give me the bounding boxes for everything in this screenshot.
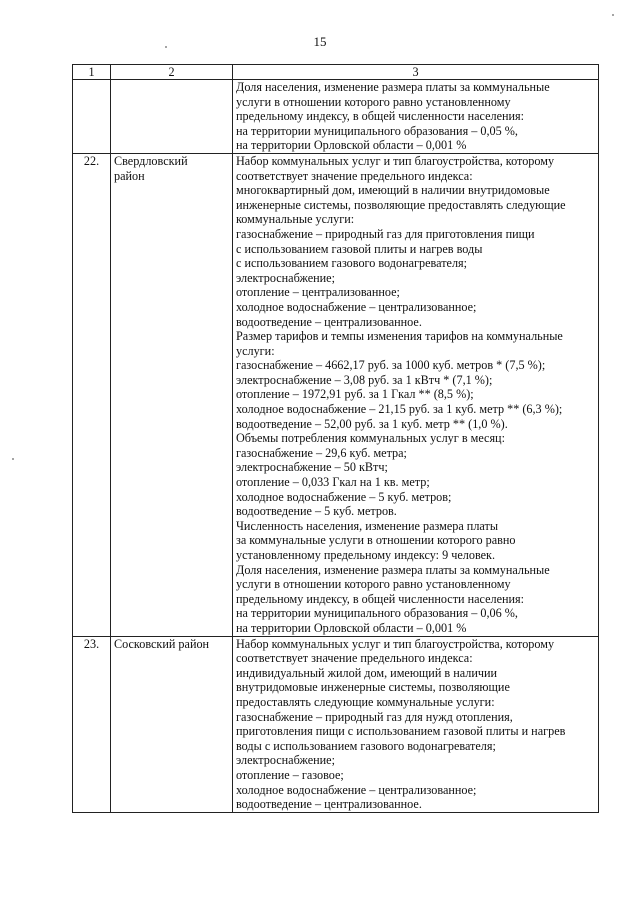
- description-line: соответствует значение предельного индекса:: [236, 168, 473, 183]
- page-number: 15: [313, 34, 327, 49]
- description-line: установленному предельному индексу: 9 человек.: [236, 548, 496, 562]
- description-line: отопление – 0,033 Гкал на 1 кв. метр;: [236, 475, 430, 490]
- description-line: отопление – 1972,91 руб. за 1 Гкал ** (8,5 %);: [236, 387, 474, 402]
- description-line: водоотведение – централизованное.: [236, 314, 422, 329]
- description-line: водоотведение – централизованное.: [236, 797, 422, 812]
- description-line: предоставлять следующие коммунальные услуги:: [236, 694, 495, 709]
- description-line: холодное водоснабжение – 5 куб. метров;: [236, 489, 452, 504]
- description-line: водоотведение – 5 куб. метров.: [236, 504, 397, 519]
- description-line: на территории Орловской области – 0,001 %: [236, 620, 467, 635]
- row-number: [73, 80, 111, 154]
- description-line: Набор коммунальных услуг и тип благоустройства, которому: [236, 636, 555, 651]
- description-line: Объемы потребления коммунальных услуг в месяц:: [236, 431, 505, 446]
- table-header-row: [73, 65, 599, 80]
- description-line: холодное водоснабжение – 21,15 руб. за 1 куб. метр ** (6,3 %);: [236, 402, 563, 417]
- description-line: на территории муниципального образования – 0,06 %,: [236, 606, 518, 621]
- header-cell-number: 1: [73, 65, 111, 80]
- description-line: на территории Орловской области – 0,001 %: [236, 138, 467, 153]
- description-line: газоснабжение – природный газ для нужд отопления,: [236, 709, 513, 724]
- description-line: электроснабжение – 3,08 руб. за 1 кВтч * (7,1 %);: [236, 372, 493, 387]
- description-line: отопление – газовое;: [236, 767, 344, 782]
- scan-speck: [612, 14, 614, 16]
- description-line: с использованием газового водонагревателя;: [236, 256, 468, 271]
- description-line: предельному индексу, в общей численности населения:: [236, 591, 525, 606]
- district-name-line: Сосковский район: [114, 636, 210, 651]
- description-line: многоквартирный дом, имеющий в наличии внутридомовые: [236, 183, 550, 198]
- table-row: [73, 80, 599, 154]
- district-name: [111, 636, 233, 812]
- description-line: приготовления пищи с использованием газовой плиты и нагрев: [236, 724, 566, 739]
- description-line: электроснабжение;: [236, 270, 335, 285]
- description-line: инженерные системы, позволяющие предоставлять следующие: [236, 197, 566, 212]
- description-line: газоснабжение – природный газ для приготовления пищи: [236, 226, 535, 241]
- district-name: [111, 153, 233, 636]
- header-cell-district: 2: [111, 65, 233, 80]
- description-line: холодное водоснабжение – централизованное;: [236, 299, 477, 314]
- description-line: услуги в отношении которого равно установленному: [236, 577, 511, 592]
- row-number: 22.: [73, 153, 111, 636]
- table-row: [73, 636, 599, 812]
- scan-speck: [165, 46, 167, 48]
- description-line: на территории муниципального образования – 0,05 %,: [236, 123, 518, 138]
- description-cell: [233, 153, 599, 636]
- header-cell-description: 3: [233, 65, 599, 80]
- tariff-table: [72, 64, 599, 813]
- district-name-line: район: [114, 168, 145, 183]
- description-line: за коммунальные услуги в отношении которого равно: [236, 533, 516, 548]
- description-line: газоснабжение – 4662,17 руб. за 1000 куб. метров * (7,5 %);: [236, 358, 546, 373]
- row-number: 23.: [73, 636, 111, 812]
- description-cell: [233, 80, 599, 154]
- description-line: электроснабжение;: [236, 753, 335, 768]
- description-line: с использованием газовой плиты и нагрев воды: [236, 241, 483, 256]
- description-line: Набор коммунальных услуг и тип благоустройства, которому: [236, 153, 555, 168]
- description-line: соответствует значение предельного индекса:: [236, 651, 473, 666]
- description-line: коммунальные услуги:: [236, 212, 355, 227]
- district-name-line: Свердловский: [114, 153, 188, 168]
- description-line: водоотведение – 52,00 руб. за 1 куб. метр ** (1,0 %).: [236, 416, 508, 431]
- description-line: газоснабжение – 29,6 куб. метра;: [236, 445, 407, 460]
- table-row: [73, 153, 599, 636]
- description-line: услуги в отношении которого равно установленному: [236, 94, 511, 109]
- description-line: воды с использованием газового водонагревателя;: [236, 738, 496, 753]
- description-line: отопление – централизованное;: [236, 285, 400, 300]
- description-line: Доля населения, изменение размера платы за коммунальные: [236, 562, 550, 577]
- scan-speck: [12, 458, 14, 460]
- description-cell: [233, 636, 599, 812]
- description-line: Доля населения, изменение размера платы за коммунальные: [236, 80, 550, 94]
- description-line: услуги:: [236, 343, 275, 358]
- description-line: индивидуальный жилой дом, имеющий в наличии: [236, 665, 498, 680]
- description-line: Численность населения, изменение размера платы: [236, 518, 499, 533]
- description-line: холодное водоснабжение – централизованное;: [236, 782, 477, 797]
- description-line: предельному индексу, в общей численности населения:: [236, 109, 525, 124]
- district-name: [111, 80, 233, 154]
- description-line: Размер тарифов и темпы изменения тарифов на коммунальные: [236, 329, 563, 344]
- description-line: электроснабжение – 50 кВтч;: [236, 460, 388, 475]
- description-line: внутридомовые инженерные системы, позволяющие: [236, 680, 510, 695]
